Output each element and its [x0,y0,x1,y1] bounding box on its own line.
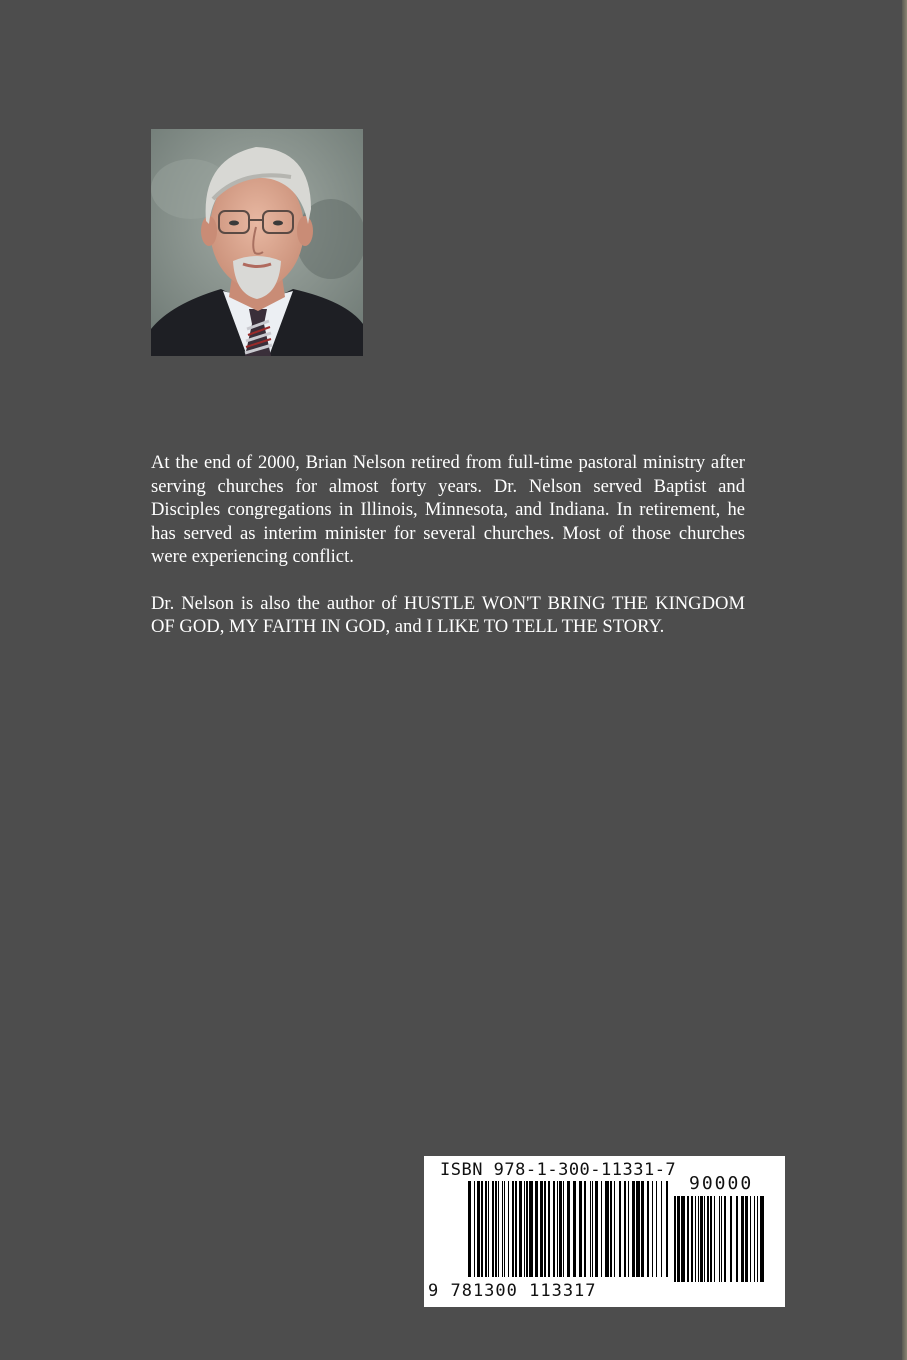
bio-paragraph-2: Dr. Nelson is also the author of HUSTLE WON'T BRING THE KINGDOM OF GOD, MY FAITH IN GOD, and I LIKE TO TELL THE STORY. [151,592,745,637]
ean-barcode-bars [468,1181,668,1283]
author-photo [151,129,363,356]
isbn-barcode [424,1156,785,1307]
ean-digits: 9 781300 113317 [428,1281,597,1301]
addon-barcode-bars [674,1196,766,1282]
bio-paragraph-1: At the end of 2000, Brian Nelson retired from full-time pastoral ministry after serving churches for almost forty years. Dr. Nelson served Baptist and Disciples congregations in Illinois, Minnesota, and Indiana. In retirement, he has served as interim minister for several churches. Most of those churches were experiencing conflict. [151,452,745,567]
author-bio [151,451,745,639]
price-code: 90000 [689,1173,754,1194]
isbn-label: ISBN 978-1-300-11331-7 [440,1160,677,1180]
spine-edge [902,0,907,1360]
author-portrait-image [151,129,363,356]
